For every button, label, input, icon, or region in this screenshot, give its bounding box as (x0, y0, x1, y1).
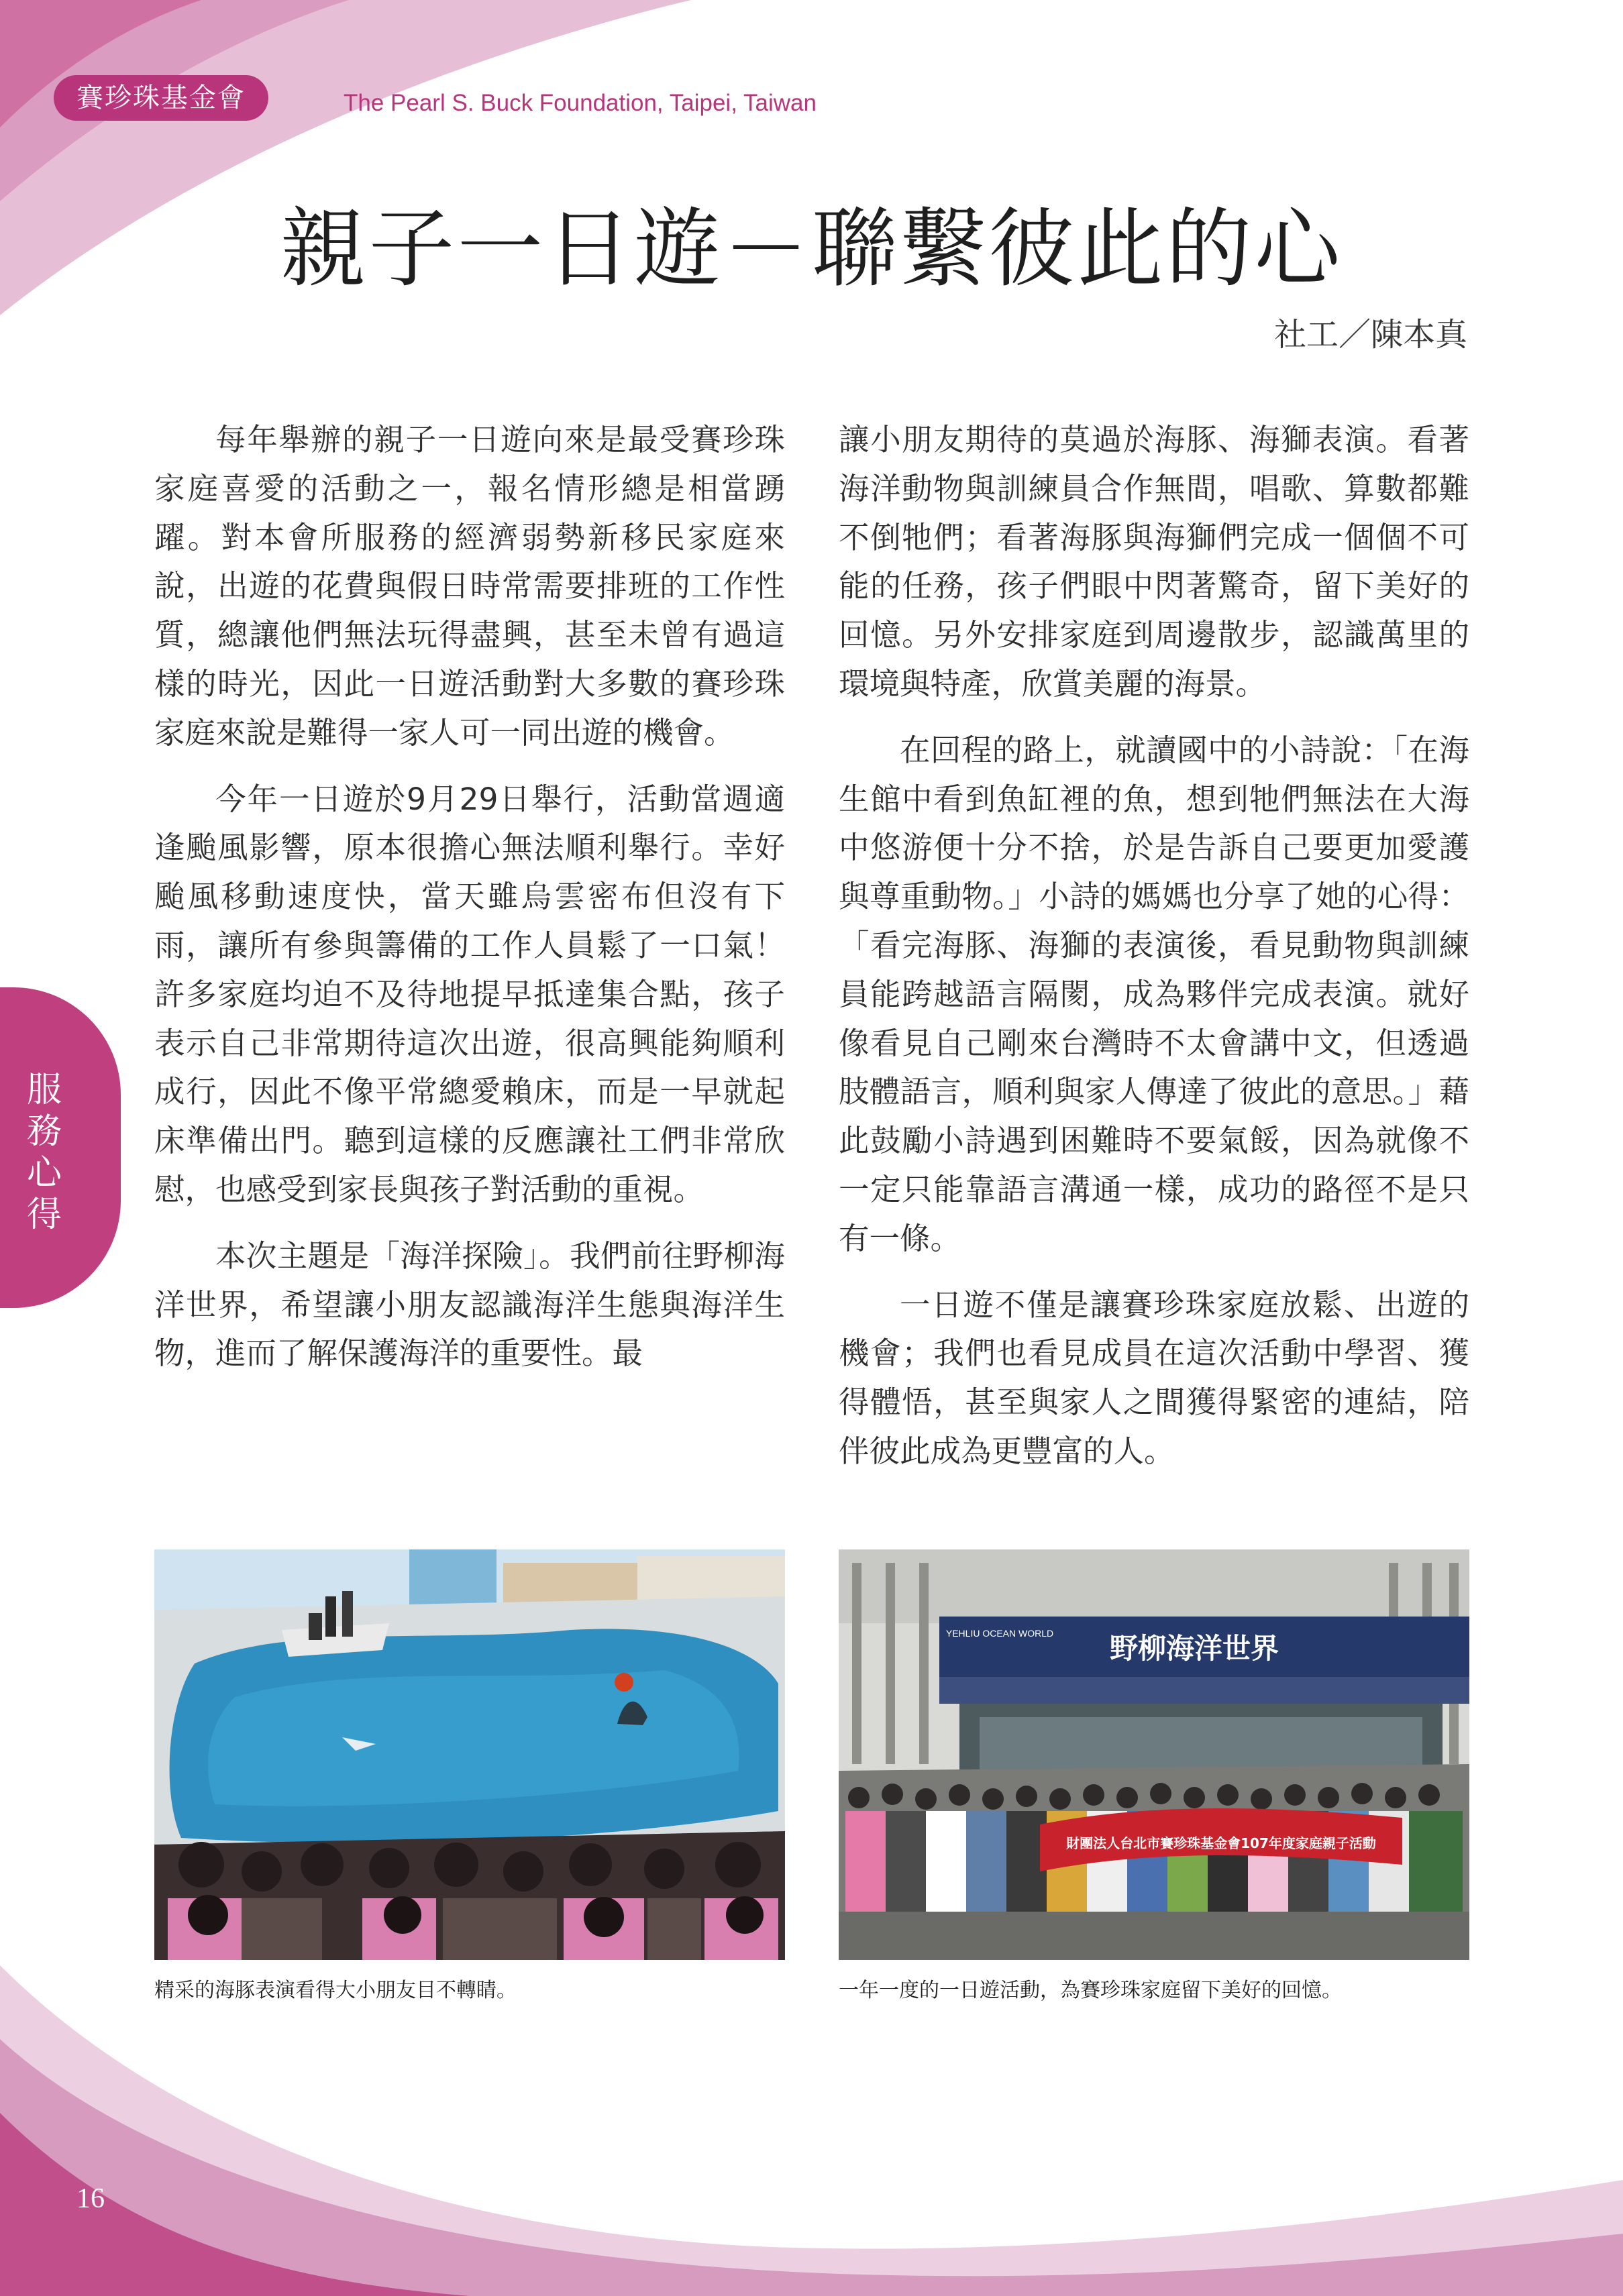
article-left-column (154, 416, 785, 1396)
paragraph: 本次主題是「海洋探險」。我們前往野柳海洋世界，希望讓小朋友認識海洋生態與海洋生物，進而了解保護海洋的重要性。最 (154, 1238, 785, 1372)
article-right-column (839, 416, 1469, 1494)
paragraph: 在回程的路上，就讀國中的小詩說：「在海生館中看到魚缸裡的魚，想到牠們無法在大海中悠游便十分不捨，於是告訴自己要更加愛護與尊重動物。」小詩的媽媽也分享了她的心得：「看完海豚、海獅的表演後，看見動物與訓練員能跨越語言隔閡，成為夥伴完成表演。就好像看見自己剛來台灣時不太會講中文，但透過肢體語言，順利與家人傳達了彼此的意思。」藉此鼓勵小詩遇到困難時不要氣餒，因為就像不一定只能靠語言溝通一樣，成功的路徑不是只有一條。 (839, 732, 1469, 1256)
group-photo-illustration (839, 1549, 1469, 1960)
paragraph: 每年舉辦的親子一日遊向來是最受賽珍珠家庭喜愛的活動之一，報名情形總是相當踴躍。對本會所服務的經濟弱勢新移民家庭來說，出遊的花費與假日時常需要排班的工作性質，總讓他們無法玩得盡興，甚至未曾有過這樣的時光，因此一日遊活動對大多數的賽珍珠家庭來說是難得一家人可一同出遊的機會。 (154, 422, 785, 751)
building-sign-cn: 野柳海洋世界 (1109, 1632, 1279, 1665)
paragraph-continuation: 讓小朋友期待的莫過於海豚、海獅表演。看著海洋動物與訓練員合作無間，唱歌、算數都難不倒牠們；看著海豚與海獅們完成一個個不可能的任務，孩子們眼中閃著驚奇，留下美好的回憶。另外安排家庭到周邊散步，認識萬里的環境與特產，欣賞美麗的海景。 (839, 422, 1469, 702)
article-author: 社工／陳本真 (1273, 316, 1467, 353)
group-photo (839, 1549, 1469, 1960)
photo-caption-left: 精采的海豚表演看得大小朋友目不轉睛。 (154, 1979, 517, 2002)
group-banner-text: 財團法人台北市賽珍珠基金會107年度家庭親子活動 (1066, 1835, 1376, 1851)
section-tab-label: 服務心得 (26, 1070, 62, 1235)
photo-caption-right: 一年一度的一日遊活動，為賽珍珠家庭留下美好的回憶。 (839, 1979, 1342, 2002)
organization-badge: 賽珍珠基金會 (54, 75, 268, 121)
article-title: 親子一日遊－聯繫彼此的心 (280, 199, 1343, 299)
building-sign-en: YEHLIU OCEAN WORLD (945, 1628, 1054, 1639)
organization-english-name: The Pearl S. Buck Foundation, Taipei, Taiwan (344, 90, 817, 116)
paragraph: 一日遊不僅是讓賽珍珠家庭放鬆、出遊的機會；我們也看見成員在這次活動中學習、獲得體悟，甚至與家人之間獲得緊密的連結，陪伴彼此成為更豐富的人。 (839, 1287, 1469, 1469)
dolphin-show-photo (154, 1549, 785, 1960)
page-number: 16 (76, 2183, 105, 2214)
dolphin-show-illustration (154, 1549, 785, 1960)
paragraph: 今年一日遊於9月29日舉行，活動當週適逢颱風影響，原本很擔心無法順利舉行。幸好颱風移動速度快，當天雖烏雲密布但沒有下雨，讓所有參與籌備的工作人員鬆了一口氣！許多家庭均迫不及待地提早抵達集合點，孩子表示自己非常期待這次出遊，很高興能夠順利成行，因此不像平常總愛賴床，而是一早就起床準備出門。聽到這樣的反應讓社工們非常欣慰，也感受到家長與孩子對活動的重視。 (154, 781, 785, 1207)
